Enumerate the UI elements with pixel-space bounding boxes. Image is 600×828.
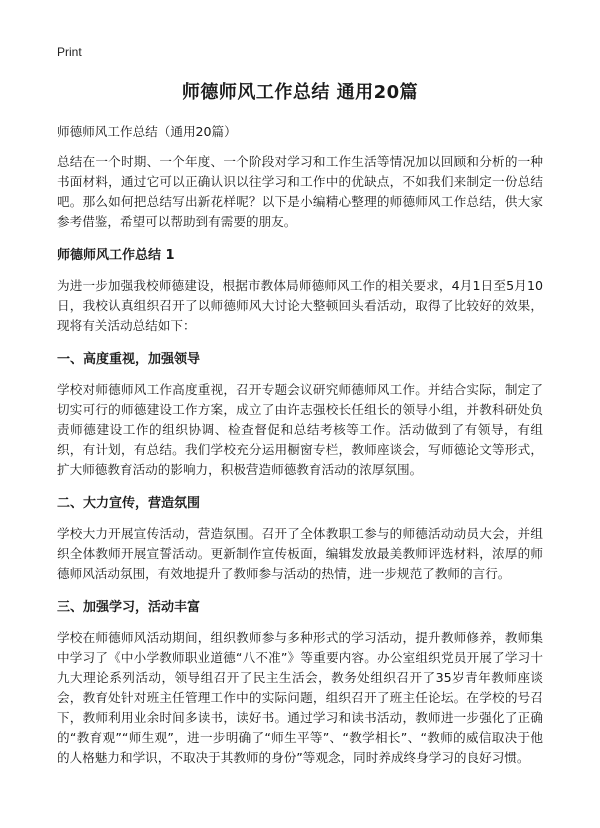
section-intro-paragraph: 为进一步加强我校师德建设，根据市教体局师德师风工作的相关要求，4月1日至5月10日，我校认真组织召开了以师德师风大讨论大整顿回头看活动，取得了比较好的效果，现将有关活动总结如下：: [57, 278, 543, 333]
paragraph-3: 学校在师德师风活动期间，组织教师参与多种形式的学习活动，提升教师修养，教师集中学习了《中小学教师职业道德“八不准”》等重要内容。办公室组织党员开展了学习十九大理论系列活动，领导组召开了民主生活会，教务处组织召开了35岁青年教师座谈会，教育处针对班主任管理工作中的实际问题，组织召开了班主任论坛。在学校的号召下，教师利用业余时间多读书，读好书。通过学习和读书活动，教师进一步强化了正确的“教育观”“师生观”，进一步明确了“师生平等”、“教学相长”、“教师的威信取决于他的人格魅力和学识，不取决于其教师的身份”等观念，同时养成终身学习的良好习惯。: [57, 630, 543, 765]
heading-3: 三、加强学习，活动丰富: [57, 600, 201, 615]
print-label: Print: [57, 45, 82, 59]
document-subtitle: 师德师风工作总结（通用20篇）: [57, 124, 237, 139]
paragraph-2: 学校大力开展宣传活动，营造氛围。召开了全体教职工参与的师德活动动员大会，并组织全体教师开展宣誓活动。更新制作宣传板面，编辑发放最美教师评选材料，浓厚的师德师风活动氛围，有效地提升了教师参与活动的热情，进一步规范了教师的言行。: [57, 526, 543, 581]
paragraph-1: 学校对师德师风工作高度重视，召开专题会议研究师德师风工作。并结合实际，制定了切实可行的师德建设工作方案，成立了由许志强校长任组长的领导小组，并教科研处负责师德建设工作的组织协调、检查督促和总结考核等工作。活动做到了有领导，有组织，有计划，有总结。我们学校充分运用橱窗专栏，教师座谈会，写师德论文等形式，扩大师德教育活动的影响力，积极营造师德教育活动的浓厚氛围。: [57, 382, 543, 477]
heading-2: 二、大力宣传，营造氛围: [57, 496, 201, 511]
heading-1: 一、高度重视，加强领导: [57, 352, 201, 367]
section-title: 师德师风工作总结 1: [57, 248, 175, 263]
intro-paragraph: 总结在一个时期、一个年度、一个阶段对学习和工作生活等情况加以回顾和分析的一种书面材料，通过它可以正确认识以往学习和工作中的优缺点，不如我们来制定一份总结吧。那么如何把总结写出新花样呢？以下是小编精心整理的师德师风工作总结，供大家参考借鉴，希望可以帮助到有需要的朋友。: [57, 154, 543, 229]
document-body: [57, 122, 543, 782]
page-title: 师德师风工作总结 通用20篇: [181, 82, 419, 103]
